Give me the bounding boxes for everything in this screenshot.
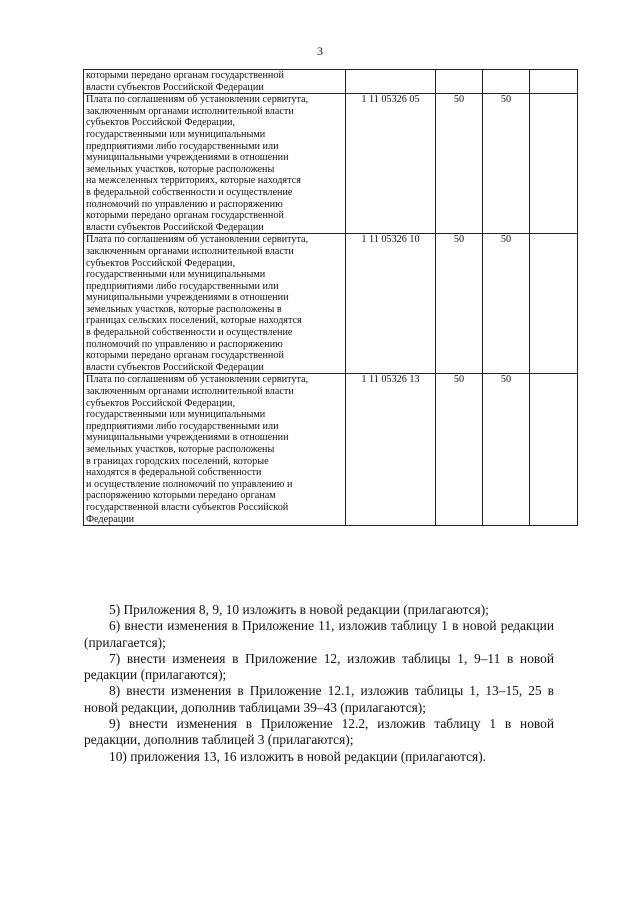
table-row: [84, 374, 578, 526]
description-line: государственной власти субъектов Российской: [86, 501, 289, 513]
description-line: распоряжению которыми передано органам: [86, 490, 276, 502]
amendment-item: 7) внести изменеия в Приложение 12, изложив таблицы 1, 9–11 в новой редакции (прилагаются);: [84, 650, 554, 683]
revenue-table: [83, 69, 578, 526]
description-line: которыми передано органам государственной: [86, 210, 284, 222]
amendment-list: [84, 602, 554, 765]
budget-code-cell: 1 11 05326 10: [346, 234, 436, 374]
amendment-item: 8) внести изменения в Приложение 12.1, изложив таблицы 1, 13–15, 25 в новой редакции, дополнив таблицами 39–43 (прилагаются);: [84, 683, 554, 715]
income-description-cell: [84, 374, 346, 526]
description-line: полномочий по управлению и распоряжению: [86, 338, 283, 350]
description-line: предприятиями либо государственными или: [86, 420, 279, 432]
description-line: Плата по соглашениям об установлении сервитута,: [86, 234, 309, 246]
empty-cell: [530, 234, 578, 374]
empty-cell: [530, 94, 578, 234]
description-line: земельных участков, которые расположены: [86, 444, 275, 455]
table-row: [84, 70, 578, 94]
description-line: в федеральной собственности и осуществление: [86, 186, 293, 198]
description-line: предприятиями либо государственными или: [86, 140, 279, 152]
percent-cell: 50: [483, 234, 530, 374]
description-line: государственными или муниципальными: [86, 269, 266, 281]
description-line: земельных участков, которые расположены в: [86, 303, 282, 315]
percent-cell: [436, 70, 483, 94]
income-description-cell: [84, 234, 346, 374]
description-line: в федеральной собственности и осуществление: [86, 327, 293, 339]
description-line: Федерации: [86, 513, 135, 525]
percent-cell: 50: [436, 234, 483, 374]
description-line: заключенным органами исполнительной власти: [86, 386, 294, 398]
percent-cell: 50: [436, 374, 483, 526]
description-line: Плата по соглашениям об установлении сервитута,: [86, 374, 309, 386]
description-line: которыми передано органам государственной: [86, 70, 284, 81]
description-line: Плата по соглашениям об установлении сервитута,: [86, 94, 309, 106]
description-line: муниципальными учреждениями в отношении: [86, 292, 289, 304]
description-line: субъектов Российской Федерации,: [86, 397, 236, 409]
description-line: муниципальными учреждениями в отношении: [86, 432, 289, 444]
description-line: власти субъектов Российской Федерации: [86, 221, 264, 233]
budget-code-cell: 1 11 05326 13: [346, 374, 436, 526]
description-line: заключенным органами исполнительной власти: [86, 245, 294, 257]
description-line: муниципальными учреждениями в отношении: [86, 152, 289, 164]
description-line: на межселенных территориях, которые находятся: [86, 175, 301, 187]
income-description-cell: [84, 70, 346, 94]
budget-code-cell: [346, 70, 436, 94]
table-row: [84, 234, 578, 374]
amendment-item: 5) Приложения 8, 9, 10 изложить в новой редакции (прилагаются);: [109, 602, 489, 617]
description-line: и осуществление полномочий по управлению и: [86, 478, 293, 490]
income-description-cell: [84, 94, 346, 234]
description-line: государственными или муниципальными: [86, 409, 266, 421]
description-line: полномочий по управлению и распоряжению: [86, 198, 283, 210]
table-row: [84, 94, 578, 234]
percent-cell: 50: [436, 94, 483, 234]
percent-cell: 50: [483, 94, 530, 234]
page-number: 3: [317, 44, 323, 58]
amendment-item: 6) внести изменения в Приложение 11, изложив таблицу 1 в новой редакции (прилагается);: [84, 618, 554, 650]
amendment-item: 10) приложения 13, 16 изложить в новой редакции (прилагаются).: [109, 748, 487, 764]
description-line: предприятиями либо государственными или: [86, 280, 279, 292]
percent-cell: [483, 70, 530, 94]
description-line: заключенным органами исполнительной власти: [86, 105, 294, 117]
empty-cell: [530, 374, 578, 526]
amendment-item: 9) внести изменения в Приложение 12.2, изложив таблицу 1 в новой редакции, дополнив таблицей 3 (прилагаются);: [84, 716, 554, 748]
percent-cell: 50: [483, 374, 530, 526]
description-line: субъектов Российской Федерации,: [86, 257, 236, 269]
description-line: в границах городских поселений, которые: [86, 455, 269, 467]
description-line: которыми передано органам государственной: [86, 350, 284, 362]
description-line: земельных участков, которые расположены: [86, 163, 275, 175]
description-line: власти субъектов Российской Федерации: [86, 361, 264, 373]
description-line: границах сельских поселений, которые находятся: [86, 315, 302, 327]
budget-code-cell: 1 11 05326 05: [346, 94, 436, 234]
description-line: находятся в федеральной собственности: [86, 467, 262, 479]
description-line: власти субъектов Российской Федерации: [86, 81, 264, 93]
empty-cell: [530, 70, 578, 94]
description-line: государственными или муниципальными: [86, 128, 266, 140]
description-line: субъектов Российской Федерации,: [86, 117, 236, 129]
